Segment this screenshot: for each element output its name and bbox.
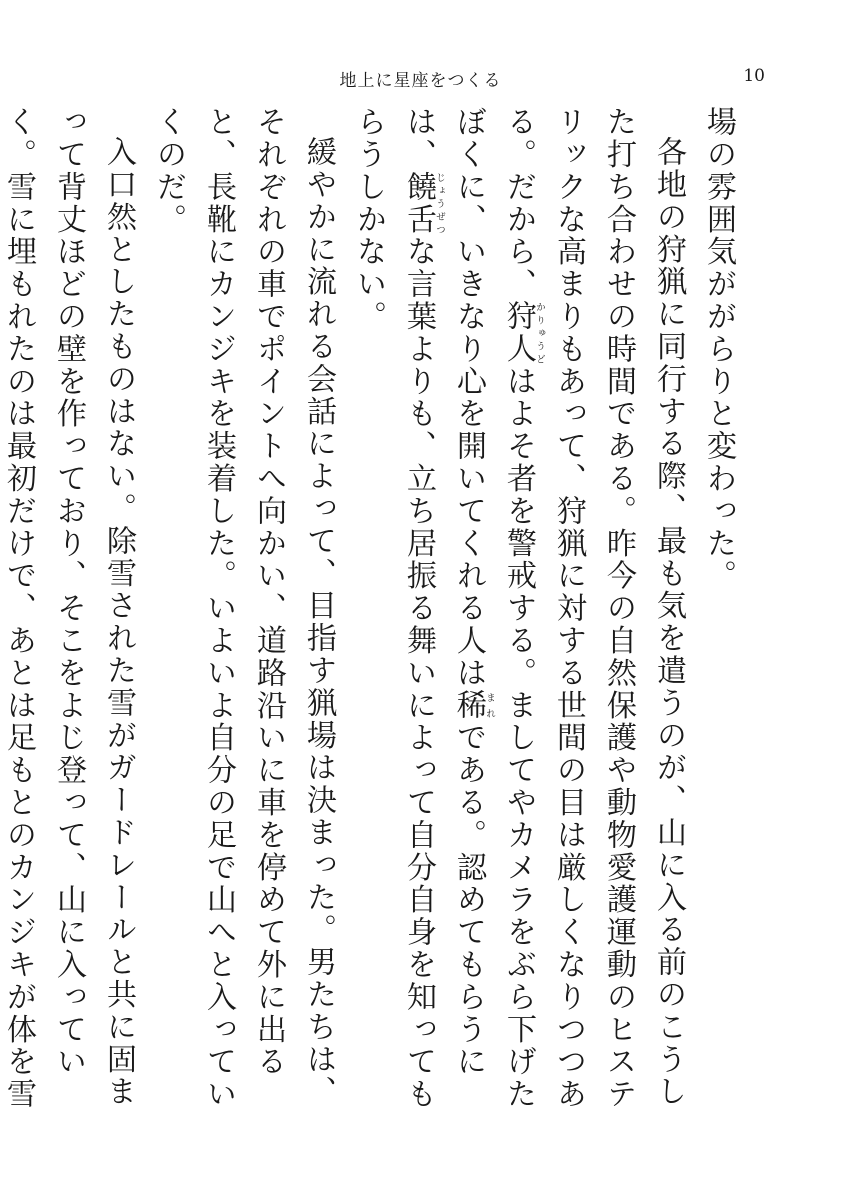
paragraph	[343, 106, 693, 1116]
text-run: 場の雰囲気ががらりと変わった。	[701, 106, 736, 592]
ruby-reading: かりゅうど	[534, 300, 545, 366]
vertical-body-text	[1, 106, 743, 1116]
ruby-base: 饒舌	[401, 170, 436, 236]
paragraph	[143, 106, 343, 1116]
page-number: 10	[743, 66, 765, 86]
text-run: な言葉よりも、立ち居振る舞いによって自分自身を知ってもらうしかない。	[351, 106, 436, 1111]
ruby-word	[501, 300, 545, 366]
ruby-word	[401, 170, 445, 236]
running-header-title: 地上に星座をつくる	[339, 71, 502, 91]
ruby-base: 狩人	[501, 300, 536, 366]
paragraph	[0, 106, 143, 1116]
text-run: 各地の狩猟に同行する際、最も気を遣うのが、山に入る前のこうした打ち合わせの時間である。昨今の自然保護や動物愛護運動のヒステリックな高まりもあって、狩猟に対する世間の目は厳しくなりつつある。だから、	[501, 106, 686, 1111]
ruby-reading: まれ	[484, 689, 495, 722]
text-run: 入口然としたものはない。除雪された雪がガードレールと共に固まって背丈ほどの壁を作っており、そこをよじ登って、山に入っていく。雪に埋もれたのは最初だけで、あとは足もとのカンジキが体を雪	[1, 106, 136, 1111]
ruby-base: 稀	[451, 689, 486, 722]
text-run: 緩やかに流れる会話によって、目指す猟場は決まった。男たちは、それぞれの車でポイントへ向かい、道路沿いに車を停めて外に出ると、長靴にカンジキを装着した。いよいよ自分の足で山へと入っていくのだ。	[151, 106, 336, 1111]
text-run: はよそ者を警戒する。ましてやカメラをぶら下げたぼくに、いきなり心を開いてくれる人は	[451, 106, 536, 1111]
ruby-word	[451, 689, 495, 722]
paragraph	[693, 106, 743, 1116]
text-run: である。認めてもらうには、	[401, 106, 486, 1079]
ruby-reading: じょうぜつ	[434, 170, 445, 236]
